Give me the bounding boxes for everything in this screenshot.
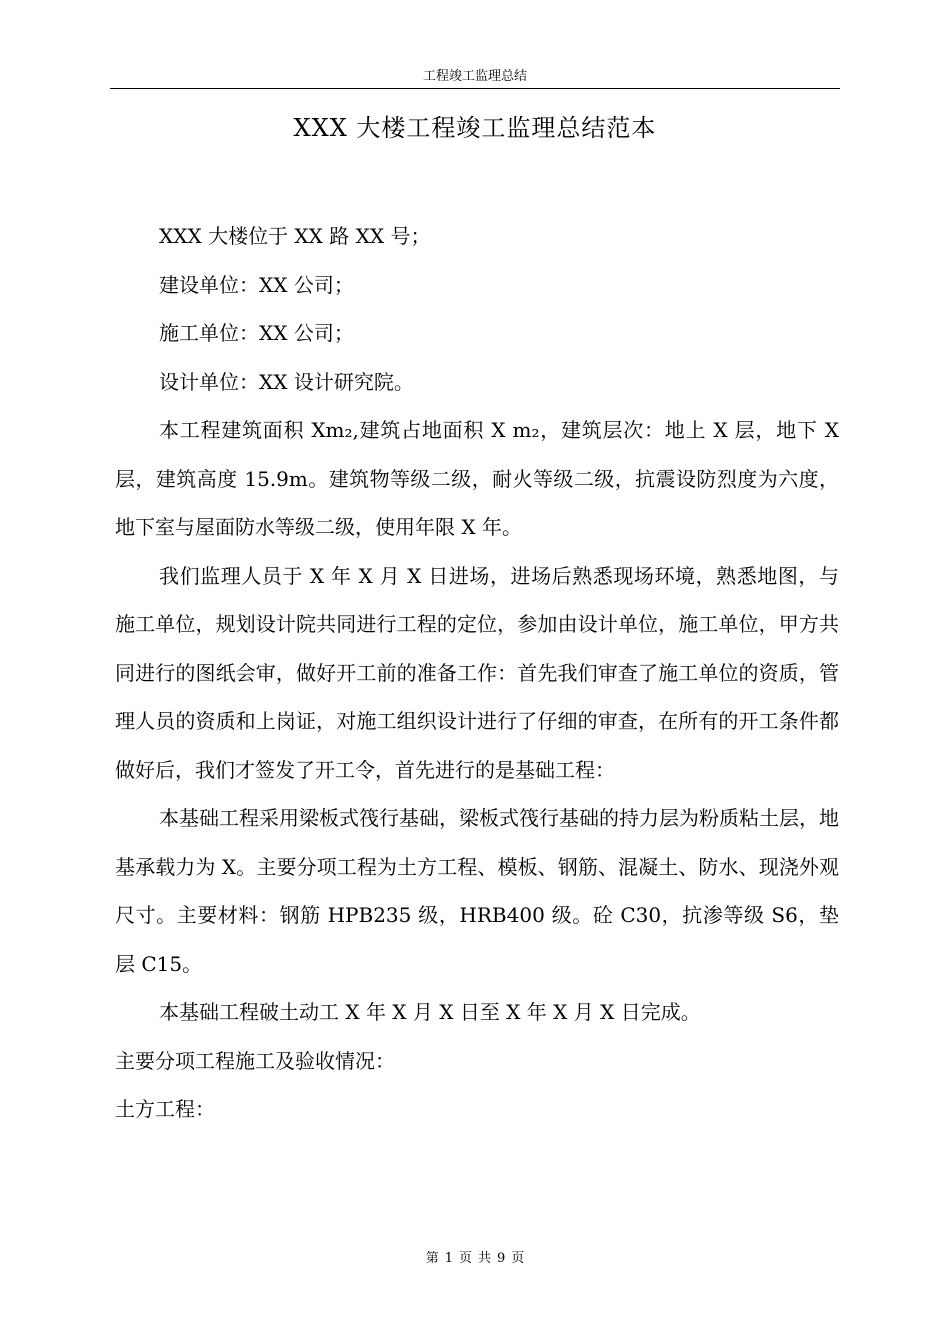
footer-total-prefix: 共 [478,1251,492,1266]
paragraph-site-entry: 我们监理人员于 X 年 X 月 X 日进场，进场后熟悉现场环境，熟悉地图，与施工单位，规划设计院共同进行工程的定位，参加由设计单位，施工单位，甲方共同进行的图纸会审，做好开工前的准备工作：首先我们审查了施工单位的资质，管理人员的资质和上岗证，对施工组织设计进行了仔细的审查，在所有的开工条件都做好后，我们才签发了开工令，首先进行的是基础工程： [115,563,839,782]
paragraph-earthwork-heading: 土方工程： [115,1097,215,1121]
paragraph-foundation: 本基础工程采用梁板式筏行基础，梁板式筏行基础的持力层为粉质粘土层，地基承载力为 X。主要分项工程为土方工程、模板、钢筋、混凝土、防水、现浇外观尺寸。主要材料：钢筋 HPB235 级，HRB400 级。砼 C30，抗渗等级 S6，垫层 C15。 [115,806,839,976]
page-header-title: 工程竣工监理总结 [422,69,527,84]
footer-total-pages: 9 [497,1251,506,1266]
footer-prefix: 第 [425,1251,439,1266]
paragraph-designer: 设计单位：XX 设计研究院。 [159,369,414,394]
paragraph-contractor: 施工单位：XX 公司； [159,321,354,345]
document-body [115,212,839,1134]
page-footer [0,1250,950,1268]
paragraph-building-specs: 本工程建筑面积 Xm₂,建筑占地面积 X m₂，建筑层次：地上 X 层，地下 X 层，建筑高度 15.9m。建筑物等级二级，耐火等级二级，抗震设防烈度为六度，地下室与屋面防水等级二级，使用年限 X 年。 [115,418,839,539]
paragraph-schedule: 本基础工程破土动工 X 年 X 月 X 日至 X 年 X 月 X 日完成。 [159,1000,701,1024]
header-divider [110,88,840,89]
footer-page-number: 1 [444,1251,453,1266]
paragraph-owner: 建设单位：XX 公司； [159,272,354,297]
paragraph-location: XXX 大楼位于 XX 路 XX 号； [159,224,431,248]
footer-total-label: 页 [511,1251,525,1266]
footer-page-label: 页 [458,1251,472,1266]
paragraph-section-heading: 主要分项工程施工及验收情况： [115,1048,395,1073]
document-title: XXX 大楼工程竣工监理总结范本 [293,114,657,142]
